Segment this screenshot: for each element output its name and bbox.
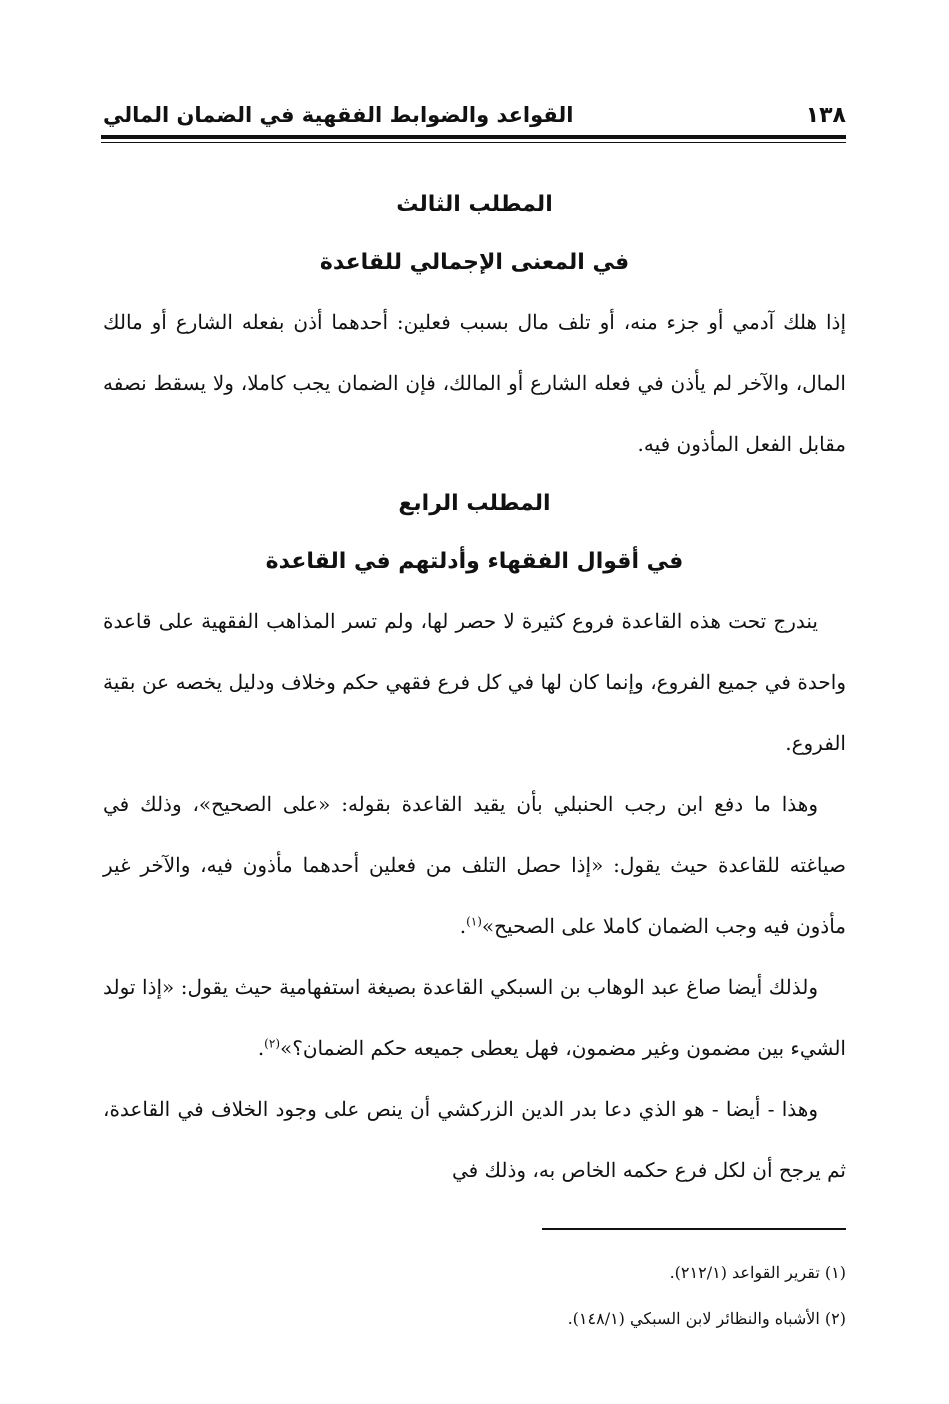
section-3-subheading: في المعنى الإجمالي للقاعدة xyxy=(319,250,630,275)
section-4-paragraph-1: يندرج تحت هذه القاعدة فروع كثيرة لا حصر لها، ولم تسر المذاهب الفقهية على قاعدة واحدة في جميع الفروع، وإنما كان لها في كل فرع فقهي حكم وخلاف ودليل يخصه عن بقية الفروع. xyxy=(103,609,846,755)
footnote-1: (١) تقرير القواعد (٢١٢/١). xyxy=(669,1263,846,1282)
section-4-paragraph-2 xyxy=(103,774,846,957)
page-body xyxy=(103,176,846,1201)
header-rule-thick xyxy=(101,135,846,139)
section-4-heading: المطلب الرابع xyxy=(398,491,551,516)
section-4-paragraph-3 xyxy=(103,957,846,1079)
footnote-separator xyxy=(542,1228,846,1230)
header-rule-thin xyxy=(101,142,846,143)
page-header xyxy=(103,98,846,132)
page-number: ١٣٨ xyxy=(805,102,846,128)
footnotes xyxy=(103,1250,846,1342)
footnote-2: (٢) الأشباه والنظائر لابن السبكي (١٤٨/١). xyxy=(567,1309,846,1328)
paragraph-2-text: وهذا ما دفع ابن رجب الحنبلي بأن يقيد القاعدة بقوله: «على الصحيح»، وذلك في صياغته للقاعدة حيث يقول: «إذا حصل التلف من فعلين أحدهما مأذون فيه، والآخر غير مأذون فيه وجب الضمان كاملا على الصحيح» xyxy=(103,792,846,938)
paragraph-3-text: ولذلك أيضا صاغ عبد الوهاب بن السبكي القاعدة بصيغة استفهامية حيث يقول: «إذا تولد الشيء بين مضمون وغير مضمون، فهل يعطى جميعه حكم الضمان؟» xyxy=(103,975,846,1060)
section-3-paragraph: إذا هلك آدمي أو جزء منه، أو تلف مال بسبب فعلين: أحدهما أذن بفعله الشارع أو مالك المال، والآخر لم يأذن في فعله الشارع أو المالك، فإن الضمان يجب كاملا، ولا يسقط نصفه مقابل الفعل المأذون فيه. xyxy=(103,310,846,456)
section-3-heading: المطلب الثالث xyxy=(396,192,553,217)
section-4-subheading: في أقوال الفقهاء وأدلتهم في القاعدة xyxy=(265,549,684,574)
footnote-ref-1: (١) xyxy=(466,914,482,929)
section-4-paragraph-4: وهذا - أيضا - هو الذي دعا بدر الدين الزركشي أن ينص على وجود الخلاف في القاعدة، ثم يرجح أن لكل فرع حكمه الخاص به، وذلك في xyxy=(103,1097,846,1182)
paragraph-2-end: . xyxy=(459,914,467,938)
paragraph-3-end: . xyxy=(257,1036,265,1060)
footnote-ref-2: (٢) xyxy=(264,1036,280,1051)
running-title: القواعد والضوابط الفقهية في الضمان المالي xyxy=(103,103,574,127)
